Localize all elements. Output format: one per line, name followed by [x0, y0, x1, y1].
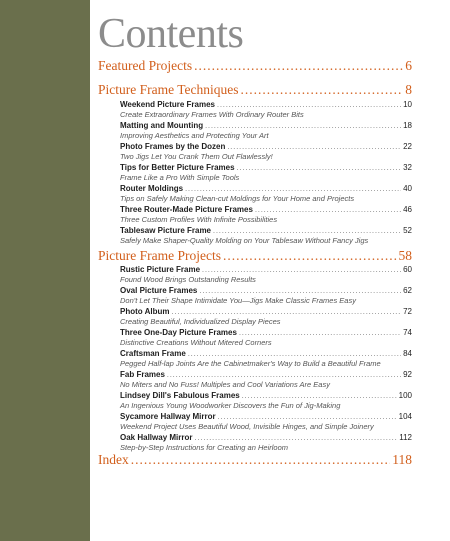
toc-entry[interactable] — [120, 121, 412, 142]
entry-subtitle: Three Custom Profiles With Infinite Possibilities — [120, 215, 278, 224]
entry-title: Rustic Picture Frame — [120, 265, 201, 274]
toc-entry[interactable] — [120, 205, 412, 226]
toc-entry[interactable] — [120, 412, 412, 433]
entry-page: 32 — [403, 163, 412, 172]
entry-page: 74 — [403, 328, 412, 337]
entry-title: Photo Frames by the Dozen — [120, 142, 226, 151]
projects-entries — [120, 265, 412, 454]
entry-subtitle: Safely Make Shaper-Quality Molding on Your Tablesaw Without Fancy Jigs — [120, 236, 369, 245]
dot-leader — [194, 58, 403, 74]
entry-subtitle: Frame Like a Pro With Simple Tools — [120, 173, 240, 182]
section-label: Index — [98, 452, 129, 467]
toc-entry[interactable] — [120, 286, 412, 307]
entry-title: Tablesaw Picture Frame — [120, 226, 211, 235]
entry-subtitle: Distinctive Creations Without Mitered Corners — [120, 338, 272, 347]
entry-title: Matting and Mounting — [120, 121, 204, 130]
dot-leader — [131, 452, 391, 468]
section-page: 118 — [392, 452, 412, 467]
entry-page: 46 — [403, 205, 412, 214]
toc-entry[interactable] — [120, 328, 412, 349]
entry-subtitle: Two Jigs Let You Crank Them Out Flawlessly! — [120, 152, 273, 161]
entry-title: Oval Picture Frames — [120, 286, 198, 295]
entry-title: Oak Hallway Mirror — [120, 433, 193, 442]
toc-entry[interactable] — [120, 391, 412, 412]
entry-page: 52 — [403, 226, 412, 235]
entry-page: 112 — [399, 433, 412, 442]
toc-entry[interactable] — [120, 163, 412, 184]
entry-title: Weekend Picture Frames — [120, 100, 216, 109]
section-page: 58 — [398, 248, 412, 263]
toc-entry[interactable] — [120, 142, 412, 163]
entry-page: 84 — [403, 349, 412, 358]
entry-page: 62 — [403, 286, 412, 295]
dot-leader — [223, 248, 397, 264]
sidebar-band — [0, 0, 90, 541]
entry-page: 100 — [398, 391, 412, 400]
toc-entry[interactable] — [120, 370, 412, 391]
page-title: Contents — [98, 11, 244, 57]
entry-page: 72 — [403, 307, 412, 316]
entry-title: Router Moldings — [120, 184, 184, 193]
entry-subtitle: An Ingenious Young Woodworker Discovers the Fun of Jig-Making — [120, 401, 341, 410]
section-featured-projects[interactable] — [98, 58, 412, 74]
entry-subtitle: Creating Beautiful, Individualized Display Pieces — [120, 317, 281, 326]
section-label: Picture Frame Techniques — [98, 82, 239, 97]
entry-subtitle: Weekend Project Uses Beautiful Wood, Invisible Hinges, and Simple Joinery — [120, 422, 374, 431]
entry-subtitle: Tips on Safely Making Clean-cut Moldings for Your Home and Projects — [120, 194, 355, 203]
contents-page — [98, 0, 444, 541]
entry-subtitle: Improving Aesthetics and Protecting Your Art — [120, 131, 269, 140]
entry-title: Sycamore Hallway Mirror — [120, 412, 216, 421]
entry-page: 104 — [398, 412, 412, 421]
entry-title: Fab Frames — [120, 370, 165, 379]
dot-leader — [241, 82, 404, 98]
entry-page: 22 — [403, 142, 412, 151]
section-picture-frame-projects[interactable] — [98, 248, 412, 264]
entry-title: Three Router-Made Picture Frames — [120, 205, 253, 214]
entry-title: Photo Album — [120, 307, 170, 316]
entry-subtitle: Pegged Half-lap Joints Are the Cabinetmaker's Way to Build a Beautiful Frame — [120, 359, 381, 368]
entry-subtitle: No Miters and No Fuss! Multiples and Cool Variations Are Easy — [120, 380, 330, 389]
entry-subtitle: Create Extraordinary Frames With Ordinary Router Bits — [120, 110, 304, 119]
toc-entry[interactable] — [120, 226, 412, 247]
section-page: 8 — [405, 82, 412, 97]
toc-entry[interactable] — [120, 307, 412, 328]
toc-entry[interactable] — [120, 433, 412, 454]
entry-page: 18 — [403, 121, 412, 130]
entry-page: 10 — [403, 100, 412, 109]
section-picture-frame-techniques[interactable] — [98, 82, 412, 98]
toc-entry[interactable] — [120, 184, 412, 205]
section-page: 6 — [405, 58, 412, 73]
entry-title: Tips for Better Picture Frames — [120, 163, 235, 172]
entry-page: 40 — [403, 184, 412, 193]
toc-entry[interactable] — [120, 265, 412, 286]
entry-page: 60 — [403, 265, 412, 274]
section-label: Featured Projects — [98, 58, 193, 73]
entry-page: 92 — [403, 370, 412, 379]
entry-subtitle: Found Wood Brings Outstanding Results — [120, 275, 256, 284]
entry-subtitle: Step-by-Step Instructions for Creating an Heirloom — [120, 443, 288, 452]
entry-title: Three One-Day Picture Frames — [120, 328, 237, 337]
entry-title: Craftsman Frame — [120, 349, 186, 358]
toc-entry[interactable] — [120, 100, 412, 121]
section-label: Picture Frame Projects — [98, 248, 221, 263]
entry-subtitle: Don't Let Their Shape Intimidate You—Jigs Make Classic Frames Easy — [120, 296, 356, 305]
techniques-entries — [120, 100, 412, 247]
section-index[interactable] — [98, 452, 412, 468]
dot-leader — [237, 164, 402, 174]
toc-entry[interactable] — [120, 349, 412, 370]
entry-title: Lindsey Dill's Fabulous Frames — [120, 391, 240, 400]
